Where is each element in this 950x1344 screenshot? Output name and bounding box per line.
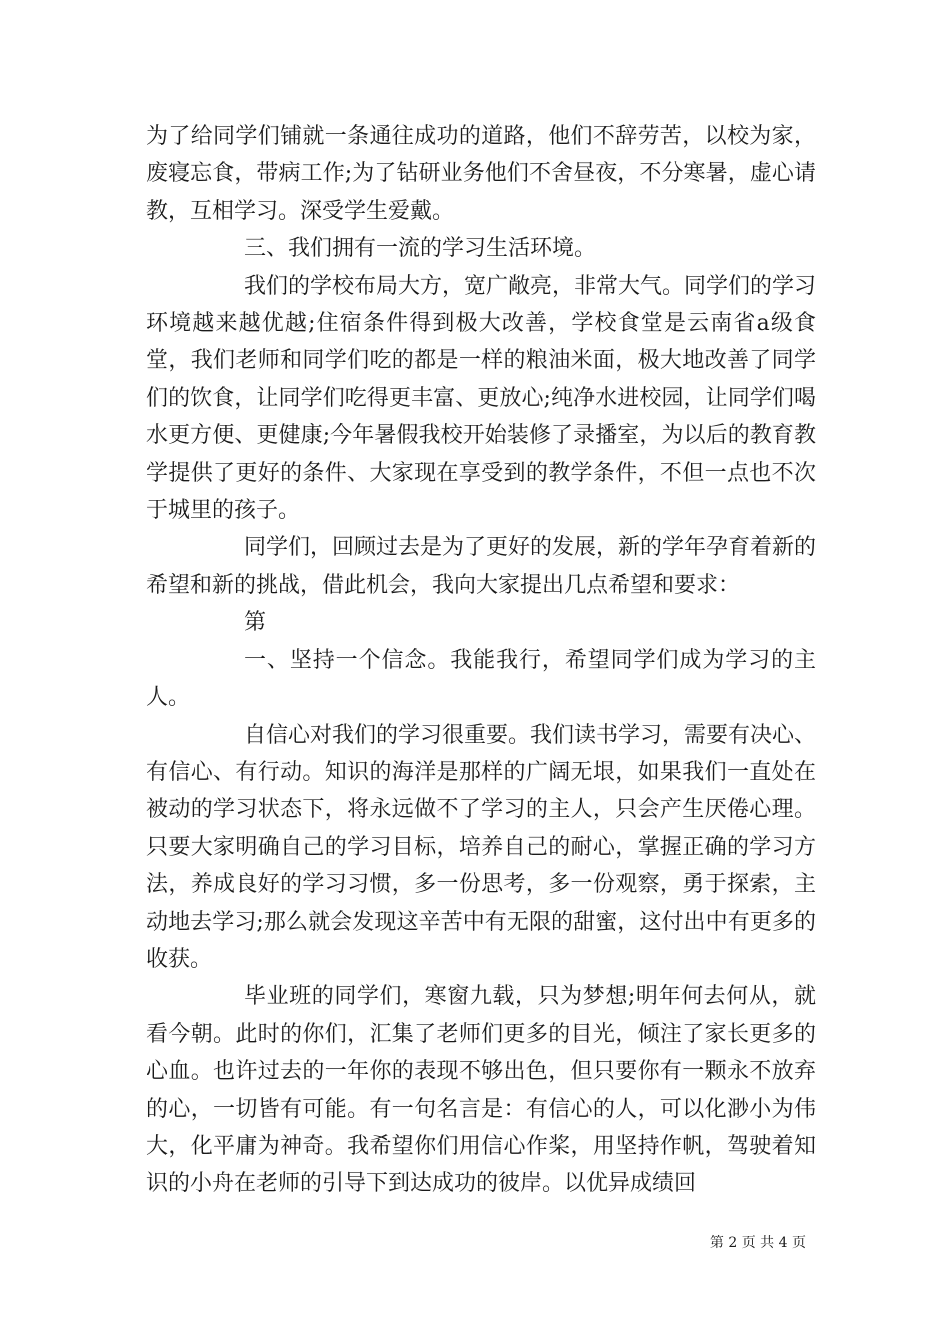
paragraph-continuation: 为了给同学们铺就一条通往成功的道路，他们不辞劳苦，以校为家，废寝忘食，带病工作;为了钻研业务他们不舍昼夜，不分寒暑，虚心请教，互相学习。深受学生爱戴。	[146, 124, 816, 224]
paragraph-environment: 我们的学校布局大方，宽广敞亮，非常大气。同学们的学习环境越来越优越;住宿条件得到极大改善，学校食堂是云南省a级食堂，我们老师和同学们吃的都是一样的粮油米面，极大地改善了同学们的饮食，让同学们吃得更丰富、更放心;纯净水进校园，让同学们喝水更方便、更健康;今年暑假我校开始装修了录播室，为以后的教育教学提供了更好的条件、大家现在享受到的教学条件，不但一点也不次于城里的孩子。	[146, 273, 817, 524]
paragraph-confidence: 自信心对我们的学习很重要。我们读书学习，需要有决心、有信心、有行动。知识的海洋是那样的广阔无垠，如果我们一直处在被动的学习状态下，将永远做不了学习的主人，只会产生厌倦心理。只要大家明确自己的学习目标，培养自己的耐心，掌握正确的学习方法，养成良好的学习习惯，多一份思考，多一份观察，勇于探索，主动地去学习;那么就会发现这辛苦中有无限的甜蜜，这付出中有更多的收获。	[146, 722, 817, 972]
document-body	[146, 118, 816, 1203]
paragraph-graduating-class: 毕业班的同学们，寒窗九载，只为梦想;明年何去何从，就看今朝。此时的你们，汇集了老师们更多的目光，倾注了家长更多的心血。也许过去的一年你的表现不够出色，但只要你有一颗永不放弃的心，一切皆有可能。有一句名言是：有信心的人，可以化渺小为伟大，化平庸为神奇。我希望你们用信心作桨，用坚持作帆，驾驶着知识的小舟在老师的引导下到达成功的彼岸。以优异成绩回	[146, 984, 816, 1197]
section-heading-belief: 一、坚持一个信念。我能我行，希望同学们成为学习的主人。	[146, 647, 816, 711]
section-heading-environment: 三、我们拥有一流的学习生活环境。	[244, 236, 597, 262]
page-number-footer: 第 2 页 共 4 页	[709, 1235, 806, 1251]
paragraph-ordinal: 第	[244, 610, 267, 636]
paragraph-expectations: 同学们，回顾过去是为了更好的发展，新的学年孕育着新的希望和新的挑战，借此机会，我向大家提出几点希望和要求：	[146, 535, 817, 598]
